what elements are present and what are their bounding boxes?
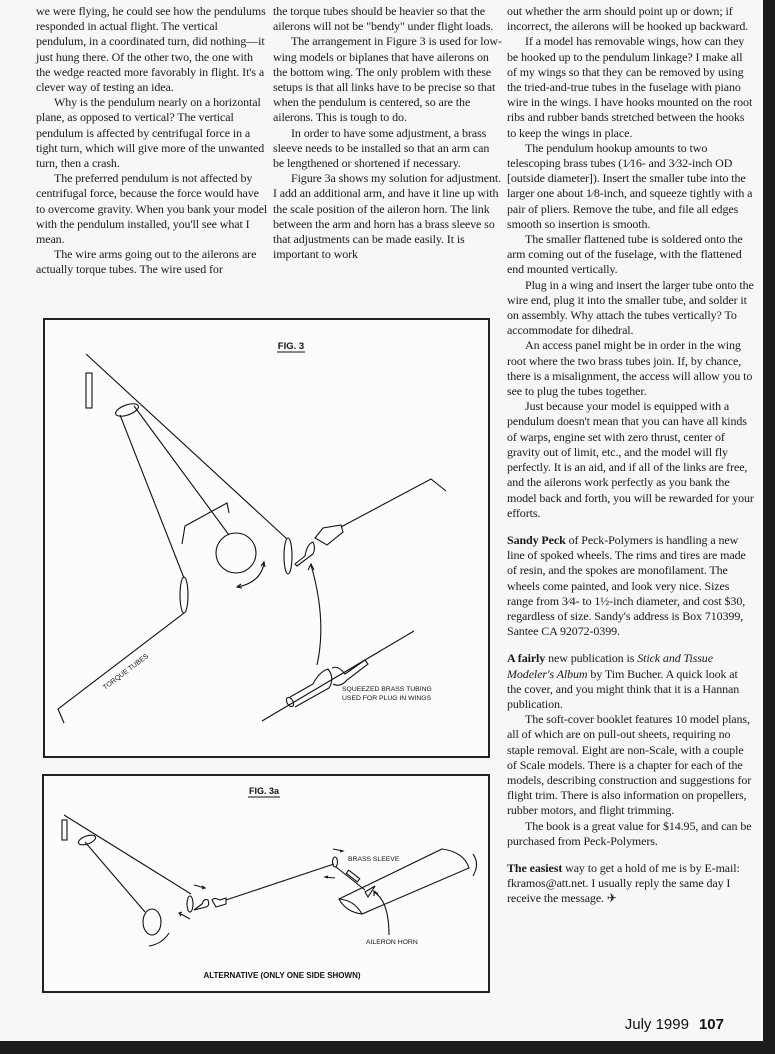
pendulum-weight — [86, 373, 92, 408]
page-footer — [625, 1016, 724, 1033]
deflection-arrow — [473, 854, 477, 876]
motion-arrow — [194, 885, 205, 889]
paragraph: In order to have some adjustment, a brass sleeve needs to be installed so that an arm can be lengthened or shortened if necessary. — [273, 125, 490, 171]
item-text: new publication is — [545, 651, 638, 666]
link-wire — [120, 415, 184, 578]
publication-item — [507, 651, 755, 712]
figure-3a-drawing — [44, 776, 488, 991]
item-lead: Sandy Peck — [507, 532, 566, 547]
scan-edge-bottom — [0, 1041, 775, 1054]
paragraph: The pendulum hookup amounts to two telescoping brass tubes (1⁄16- and 3⁄32-inch OD [outside diameter]). Insert the smaller tube into the larger one about 1⁄8-inch, and squeeze tightly with a pair of pliers. Remove the tube, and file all edges smooth so insertion is smooth. — [507, 140, 753, 231]
paragraph: The preferred pendulum is not affected by centrifugal force, because the force would have to overcome gravity. When you bank your model with the pendulum installed, you'll see what I mean. — [36, 171, 268, 247]
squeezed-label-2: USED FOR PLUG IN WINGS — [342, 695, 432, 702]
motion-arrow — [325, 876, 335, 878]
item-text: by Tim Bucher. A quick look at the cover, and you might think that it is a Hannan publication. — [507, 666, 740, 711]
link-wire — [134, 406, 229, 535]
sandy-peck-item — [507, 533, 755, 639]
arrow-head — [308, 564, 314, 570]
link-wire — [86, 354, 287, 539]
crank — [187, 896, 193, 912]
item-text: of Peck-Polymers is handling a new line of spoked wheels. The rims and tires are made of resin, and the spokes are monofilament. The wheels come painted, and look very nice. Sizes range from 3⁄4- to 1½-inch diameter, and cost $30, regardless of size. Sandy's address is Box 710399, Santee CA 92072-0399. — [507, 532, 746, 639]
paragraph: The soft-cover booklet features 10 model plans, all of which are on pull-out sheets, requiring no staple removal. Eight are non-Scale, with a couple of Scale models. There is a chapter for each of the models, describing construction and suggestions for flight trim. There is also information on propellers, rubber motors, and flight trimming. — [507, 712, 752, 818]
paragraph: The smaller flattened tube is soldered onto the arm coming out of the fuselage, with the flattened end mounted vertically. — [507, 232, 743, 277]
arm-crank — [333, 857, 338, 867]
plug-large — [315, 525, 343, 545]
paragraph: The book is a great value for $14.95, and can be purchased from Peck-Polymers. — [507, 818, 752, 848]
pointer-arrow — [311, 565, 321, 665]
paragraph: Just because your model is equipped with a pendulum doesn't mean that you can have all kinds of warps, engine set with zero thrust, center of gravity out of limit, etc., and the model will fly perfectly. It is an aid, and if all of the links are free, and the ailerons work perfectly as you bank the model back and forth, you will be rewarded for your efforts. — [507, 399, 754, 520]
column-3 — [507, 4, 755, 907]
squeezed-label-1: SQUEEZED BRASS TUBING — [342, 686, 432, 693]
column-2 — [273, 4, 503, 262]
figure-3-drawing — [45, 320, 488, 756]
pivot-bellcrank — [114, 401, 140, 419]
paragraph: we were flying, he could see how the pendulums responded in actual flight. The vertical pendulum, in a coordinated turn, did nothing—it just hung there. Of the other two, the one with the wedge reacted more favorably in flight. It's a clever way of testing an idea. — [36, 4, 266, 95]
motion-arrow — [179, 912, 190, 919]
motion-arrow — [333, 849, 343, 852]
pendulum-disc — [216, 533, 256, 573]
contact-item — [507, 861, 755, 907]
paragraph: The arrangement in Figure 3 is used for low-wing models or biplanes that have ailerons on the bottom wing. The only problem with these setups is that all links have to be precise so that when the pendulum is centered, so are the ailerons. This is tough to do. — [273, 34, 502, 125]
paragraph: An access panel might be in order in the wing root where the two brass tubes join. If, by chance, there is a misalignment, the access will allow you to see to plug the tubes together. — [507, 338, 753, 399]
figure-3 — [43, 318, 490, 758]
pointer-arrow — [374, 892, 389, 935]
link-wire — [85, 842, 145, 912]
wing-wire — [341, 479, 446, 527]
link-wire — [64, 815, 191, 894]
torque-tubes-label: TORQUE TUBES — [101, 652, 151, 692]
torque-tube — [58, 613, 184, 723]
figure-title: FIG. 3a — [248, 786, 280, 796]
paragraph: Plug in a wing and insert the larger tube onto the wire end, plug it into the smaller tube, and solder it on assembly. Why attach the tubes vertically? To accommodate for dihedral. — [507, 277, 754, 338]
figure-title: FIG. 3 — [277, 341, 305, 352]
paragraph: Figure 3a shows my solution for adjustment. I add an additional arm, and have it line up with the scale position of the aileron horn. The link between the arm and horn has a brass sleeve so that adjustments can be made easily. It is important to work — [273, 171, 502, 262]
link-wire — [336, 867, 365, 890]
column-1 — [36, 4, 268, 278]
figure-3a — [42, 774, 490, 993]
paragraph: Why is the pendulum nearly on a horizontal plane, as opposed to vertical? The vertical pendulum is affected by centrifugal force in a tight turn, which will give more of the unwanted turn, then a crash. — [36, 95, 265, 171]
pendulum-weight — [62, 820, 67, 840]
figure-caption: ALTERNATIVE (ONLY ONE SIDE SHOWN) — [203, 971, 361, 980]
wing-leading-edge — [339, 899, 362, 914]
torque-tube-crank — [180, 577, 188, 613]
crank-right — [284, 538, 292, 574]
plug-small — [295, 542, 315, 566]
arm-wire — [226, 864, 334, 900]
bracket — [182, 503, 229, 544]
paragraph: If a model has removable wings, how can they be hooked up to the pendulum linkage? I make all of my wings so that they can be removed by using the tried-and-true tubes in the fuselage with piano wire in the wings. I have hooks mounted on the root ribs and rubber bands stretched between the hooks to keep the wings in place. — [507, 34, 753, 140]
page-number: 107 — [698, 1016, 724, 1033]
end-mark-airplane-icon: ✈ — [606, 891, 617, 906]
item-text: way to get a hold of me is by E-mail: fkramos@att.net. I usually reply the same day I receive the message. — [507, 860, 740, 906]
paragraph: The wire arms going out to the ailerons are actually torque tubes. The wire used for — [36, 247, 257, 277]
paragraph: out whether the arm should point up or down; if incorrect, the ailerons will be hooked up backward. — [507, 4, 749, 34]
issue-date: July 1999 — [624, 1016, 689, 1033]
squeezed-tube-small — [332, 660, 368, 685]
scan-edge-right — [763, 0, 775, 1054]
pendulum-disc — [143, 909, 161, 935]
book-title: Stick and Tissue Modeler's Album — [507, 651, 713, 681]
item-lead: A fairly — [507, 651, 546, 666]
lower-wire — [262, 631, 414, 721]
paragraph: the torque tubes should be heavier so that the ailerons will not be "bendy" under flight loads. — [273, 4, 494, 34]
item-lead: The easiest — [507, 860, 563, 875]
brass-sleeve-label: BRASS SLEEVE — [348, 856, 400, 863]
aileron-horn-label: AILERON HORN — [366, 939, 418, 946]
plug-fittings — [194, 898, 226, 910]
